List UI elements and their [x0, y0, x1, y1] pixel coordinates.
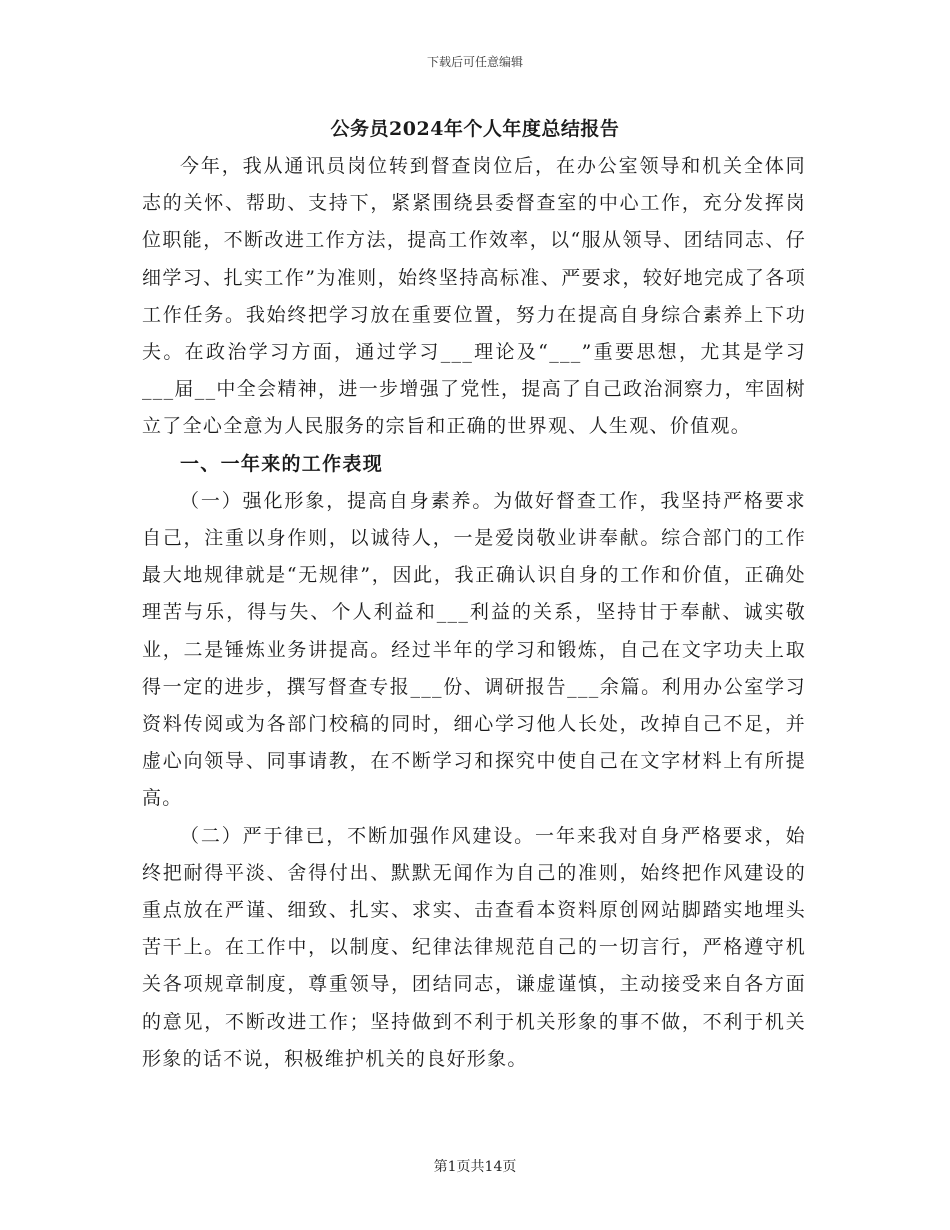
- document-body: [142, 148, 806, 1078]
- page-number: 第1页共14页: [433, 1159, 517, 1175]
- intro-paragraph: 今年，我从通讯员岗位转到督查岗位后，在办公室领导和机关全体同志的关怀、帮助、支持下，紧紧围绕县委督查室的中心工作，充分发挥岗位职能，不断改进工作方法，提高工作效率，以“服从领导、团结同志、仔细学习、扎实工作”为准则，始终坚持高标准、严要求，较好地完成了各项工作任务。我始终把学习放在重要位置，努力在提高自身综合素养上下功夫。在政治学习方面，通过学习___理论及“___”重要思想，尤其是学习___届__中全会精神，进一步增强了党性，提高了自己政治洞察力，牢固树立了全心全意为人民服务的宗旨和正确的世界观、人生观、价值观。: [142, 155, 806, 438]
- document-title: 公务员2024年个人年度总结报告: [330, 118, 620, 140]
- page-header: 下载后可任意编辑: [426, 55, 523, 69]
- paragraph-2: （二）严于律已，不断加强作风建设。一年来我对自身严格要求，始终把耐得平淡、舍得付出、默默无闻作为自己的准则，始终把作风建设的重点放在严谨、细致、扎实、求实、击查看本资料原创网站脚踏实地埋头苦干上。在工作中，以制度、纪律法律规范自己的一切言行，严格遵守机关各项规章制度，尊重领导，团结同志，谦虚谨慎，主动接受来自各方面的意见，不断改进工作；坚持做到不利于机关形象的事不做，不利于机关形象的话不说，积极维护机关的良好形象。: [142, 824, 806, 1070]
- section-heading: 一、一年来的工作表现: [180, 452, 384, 475]
- paragraph-1: （一）强化形象，提高自身素养。为做好督查工作，我坚持严格要求自己，注重以身作则，以诚待人，一是爱岗敬业讲奉献。综合部门的工作最大地规律就是“无规律”，因此，我正确认识自身的工作和价值，正确处理苦与乐，得与失、个人利益和___利益的关系，坚持甘于奉献、诚实敬业，二是锤炼业务讲提高。经过半年的学习和锻炼，自己在文字功夫上取得一定的进步，撰写督查专报___份、调研报告___余篇。利用办公室学习资料传阅或为各部门校稿的同时，细心学习他人长处，改掉自己不足，并虚心向领导、同事请教，在不断学习和探究中使自己在文字材料上有所提高。: [142, 489, 806, 810]
